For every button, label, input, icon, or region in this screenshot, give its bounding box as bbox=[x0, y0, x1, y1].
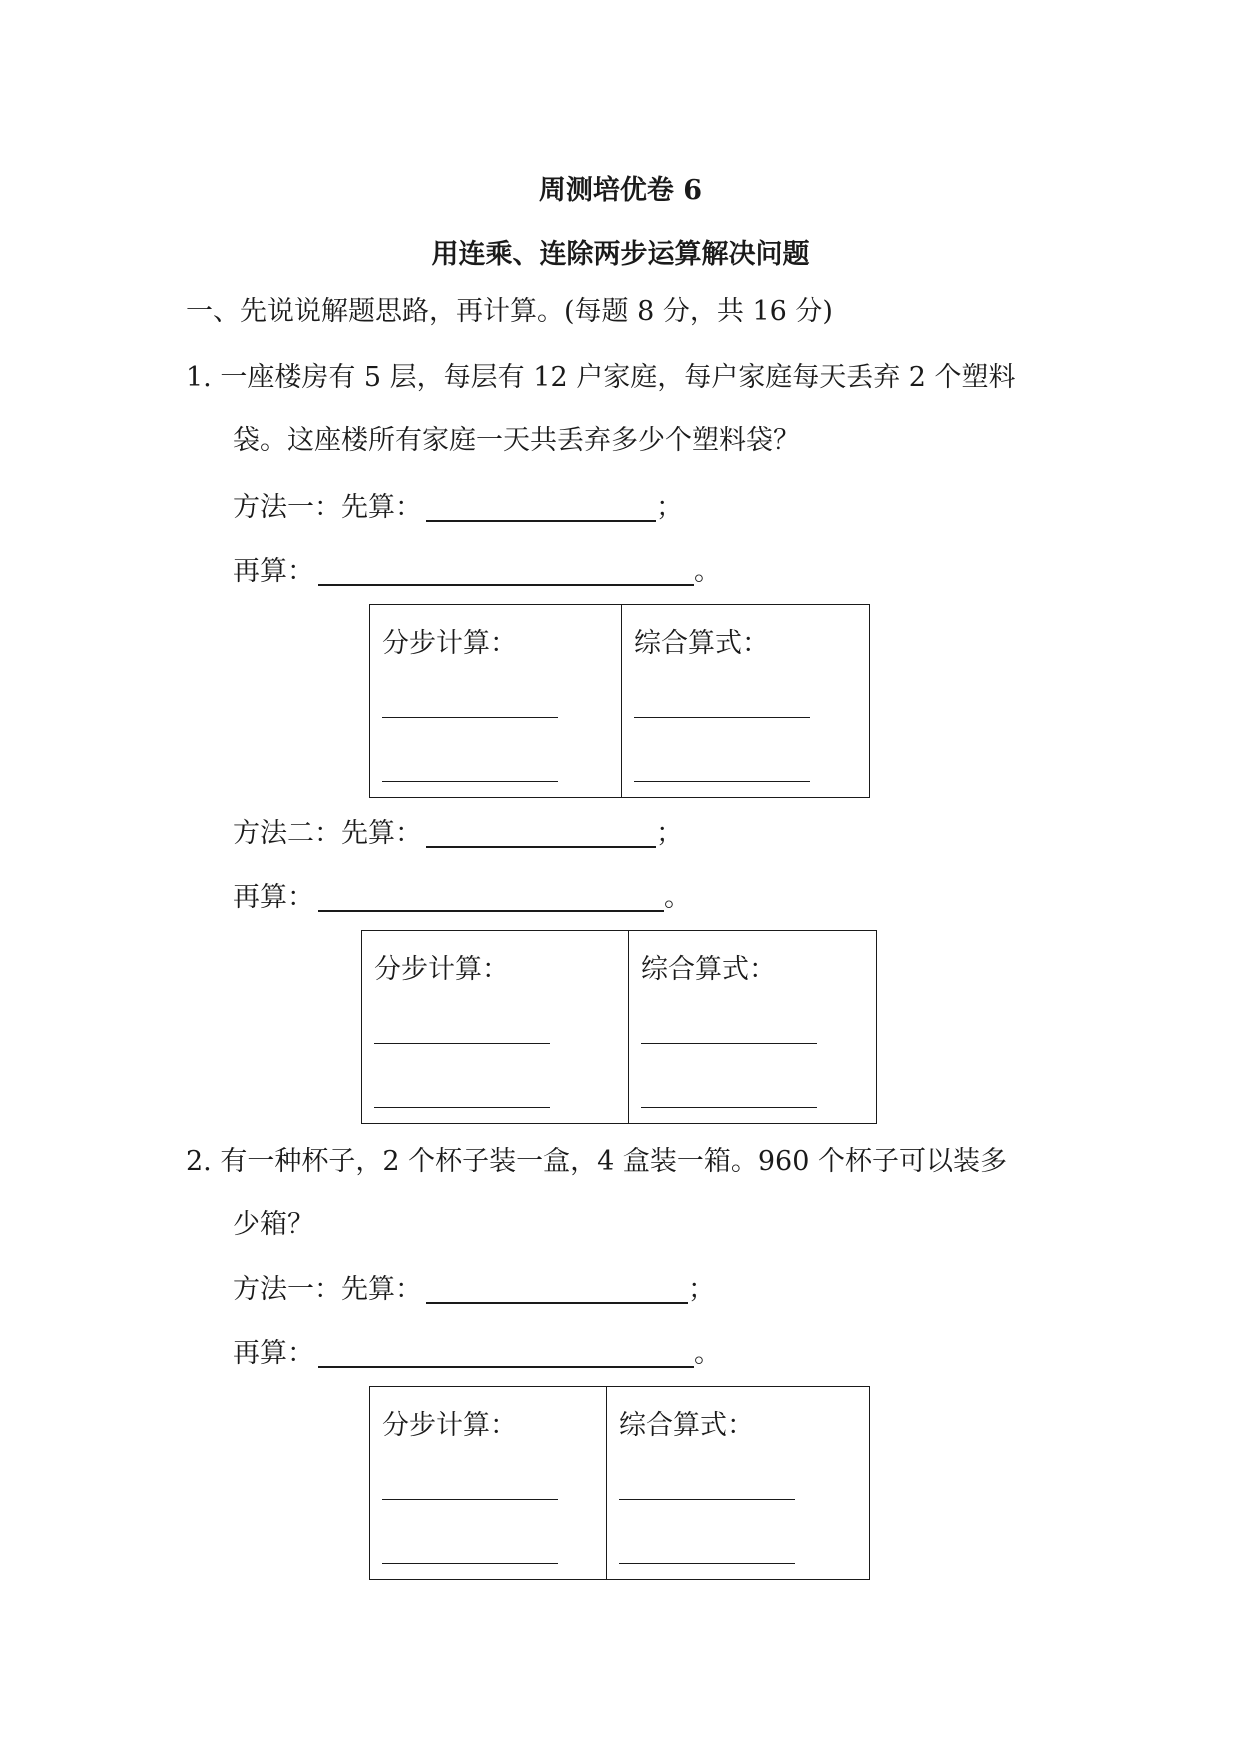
method1-first-label: 方法一：先算： bbox=[233, 1274, 422, 1305]
step-calc-answer-line-2[interactable] bbox=[374, 1107, 550, 1108]
q2-method1-then-answer-blank[interactable] bbox=[318, 1338, 694, 1368]
combined-cell bbox=[606, 1387, 869, 1579]
question-2-text-line1: 2. 有一种杯子，2 个杯子装一盒，4 盒装一箱。960 个杯子可以装多 bbox=[186, 1146, 1007, 1177]
q1-method1-first-answer-blank[interactable] bbox=[426, 492, 656, 522]
combined-cell bbox=[621, 605, 869, 797]
combined-answer-line-2[interactable] bbox=[634, 781, 810, 782]
step-calc-cell bbox=[370, 1387, 606, 1579]
q1-method1-answer-box bbox=[369, 604, 870, 798]
then-label: 再算： bbox=[233, 556, 314, 587]
q2-method1-first-answer-blank[interactable] bbox=[426, 1274, 688, 1304]
q2-method1-answer-box bbox=[369, 1386, 870, 1580]
combined-cell bbox=[628, 931, 876, 1123]
semicolon: ； bbox=[656, 492, 683, 523]
q1-method2-answer-box bbox=[361, 930, 877, 1124]
page-subtitle: 用连乘、连除两步运算解决问题 bbox=[431, 239, 810, 270]
q1-method1-then-answer-blank[interactable] bbox=[318, 556, 694, 586]
q1-method1-first-row bbox=[233, 492, 683, 524]
period: 。 bbox=[664, 882, 691, 913]
combined-answer-line-1[interactable] bbox=[634, 717, 810, 718]
q1-method2-first-answer-blank[interactable] bbox=[426, 818, 656, 848]
period: 。 bbox=[694, 556, 721, 587]
step-calc-answer-line-2[interactable] bbox=[382, 1563, 558, 1564]
step-calc-label: 分步计算： bbox=[374, 954, 509, 985]
step-calc-answer-line-1[interactable] bbox=[382, 717, 558, 718]
q1-method2-then-row bbox=[233, 882, 691, 914]
step-calc-label: 分步计算： bbox=[382, 628, 517, 659]
step-calc-label: 分步计算： bbox=[382, 1410, 517, 1441]
q1-method1-then-row bbox=[233, 556, 721, 588]
then-label: 再算： bbox=[233, 882, 314, 913]
period: 。 bbox=[694, 1338, 721, 1369]
then-label: 再算： bbox=[233, 1338, 314, 1369]
semicolon: ； bbox=[656, 818, 683, 849]
question-1-text-line1: 1. 一座楼房有 5 层，每层有 12 户家庭，每户家庭每天丢弃 2 个塑料 bbox=[186, 362, 1016, 393]
combined-answer-line-1[interactable] bbox=[641, 1043, 817, 1044]
combined-answer-line-1[interactable] bbox=[619, 1499, 795, 1500]
q2-method1-then-row bbox=[233, 1338, 721, 1370]
combined-answer-line-2[interactable] bbox=[619, 1563, 795, 1564]
step-calc-answer-line-2[interactable] bbox=[382, 781, 558, 782]
semicolon: ； bbox=[688, 1274, 715, 1305]
combined-label: 综合算式： bbox=[619, 1410, 754, 1441]
section-heading: 一、先说说解题思路，再计算。(每题 8 分，共 16 分) bbox=[186, 296, 833, 327]
method2-first-label: 方法二：先算： bbox=[233, 818, 422, 849]
q1-method2-then-answer-blank[interactable] bbox=[318, 882, 664, 912]
step-calc-answer-line-1[interactable] bbox=[374, 1043, 550, 1044]
question-1-text-line2: 袋。这座楼所有家庭一天共丢弃多少个塑料袋？ bbox=[233, 425, 800, 456]
page-title: 周测培优卷 6 bbox=[538, 175, 703, 206]
step-calc-cell bbox=[362, 931, 628, 1123]
combined-label: 综合算式： bbox=[641, 954, 776, 985]
method1-first-label: 方法一：先算： bbox=[233, 492, 422, 523]
step-calc-cell bbox=[370, 605, 621, 797]
q1-method2-first-row bbox=[233, 818, 683, 850]
question-2-text-line2: 少箱？ bbox=[233, 1209, 314, 1240]
step-calc-answer-line-1[interactable] bbox=[382, 1499, 558, 1500]
q2-method1-first-row bbox=[233, 1274, 715, 1306]
combined-answer-line-2[interactable] bbox=[641, 1107, 817, 1108]
combined-label: 综合算式： bbox=[634, 628, 769, 659]
